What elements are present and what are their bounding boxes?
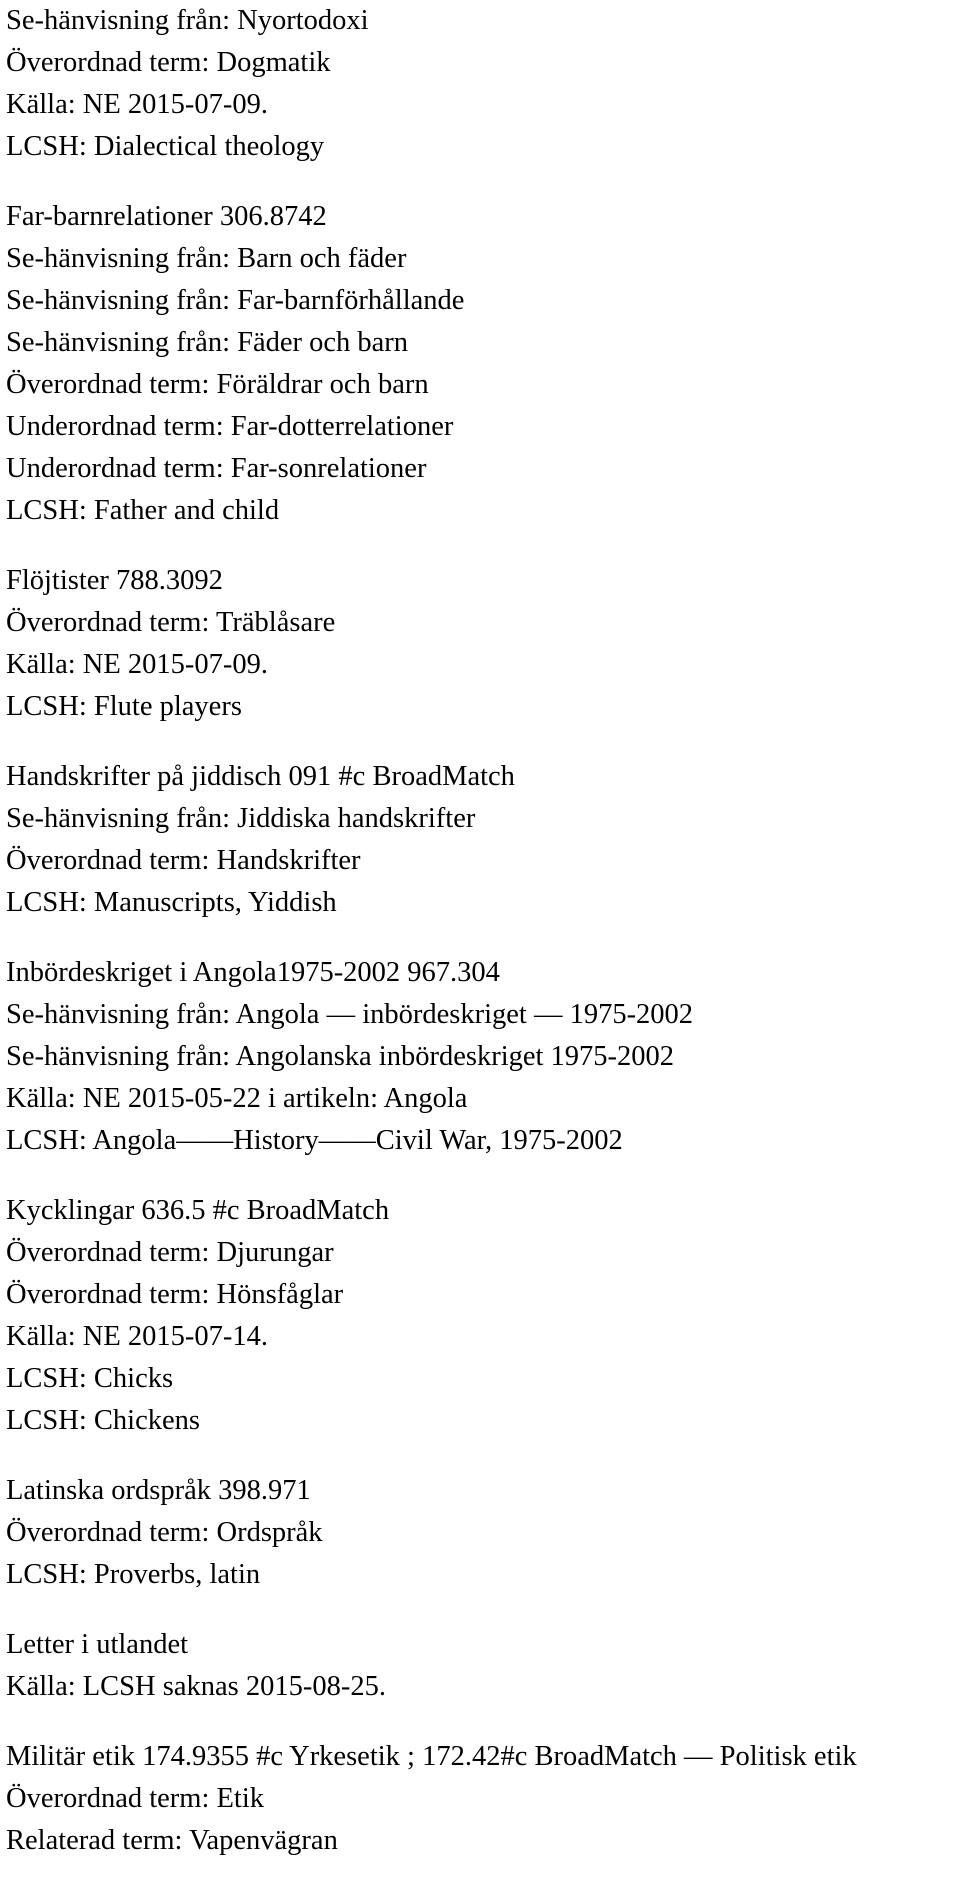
entry-heading: Far-barnrelationer 306.8742 [6,201,327,232]
subject-entry [6,560,956,728]
entry-line: Överordnad term: Handskrifter [6,845,361,876]
subject-entry [6,0,956,168]
entry-line: Källa: NE 2015-07-09. [6,89,268,120]
entry-line: LCSH: Father and child [6,495,280,526]
entry-line: Se-hänvisning från: Barn och fäder [6,243,407,274]
entry-line: Relaterad term: Vapenvägran [6,1825,338,1856]
entry-line: Källa: LCSH saknas 2015-08-25. [6,1671,386,1702]
entry-line: Se-hänvisning från: Angolanska inbördeskriget 1975-2002 [6,1041,675,1072]
entry-line: Överordnad term: Djurungar [6,1237,334,1268]
entry-line: Överordnad term: Etik [6,1783,265,1814]
subject-entry [6,1190,956,1442]
subject-entry [6,1624,956,1708]
subject-entry [6,196,956,532]
entry-line: Underordnad term: Far-dotterrelationer [6,411,454,442]
subject-entry [6,952,956,1162]
entry-heading: Latinska ordspråk 398.971 [6,1475,311,1506]
entry-line: Se-hänvisning från: Jiddiska handskrifter [6,803,476,834]
entry-line: Överordnad term: Föräldrar och barn [6,369,429,400]
entry-line: LCSH: Flute players [6,691,242,722]
entry-heading: Handskrifter på jiddisch 091 #c BroadMatch [6,761,515,792]
entry-line: Se-hänvisning från: Nyortodoxi [6,5,369,36]
subject-entry [6,1736,956,1862]
entry-heading: Kycklingar 636.5 #c BroadMatch [6,1195,390,1226]
entry-line: Se-hänvisning från: Far-barnförhållande [6,285,465,316]
entry-heading: Flöjtister 788.3092 [6,565,223,596]
entry-line: Källa: NE 2015-07-09. [6,649,268,680]
entry-heading: Inbördeskriget i Angola1975-2002 967.304 [6,957,500,988]
entry-line: Se-hänvisning från: Angola — inbördeskriget — 1975-2002 [6,999,694,1030]
entry-line: Källa: NE 2015-07-14. [6,1321,268,1352]
entry-line: Överordnad term: Hönsfåglar [6,1279,344,1310]
entry-line: Överordnad term: Träblåsare [6,607,336,638]
entry-line: LCSH: Angola——History——Civil War, 1975-2002 [6,1125,623,1156]
entry-line: LCSH: Chickens [6,1405,200,1436]
authority-record-list [6,0,956,1862]
entry-line: Se-hänvisning från: Fäder och barn [6,327,409,358]
subject-entry [6,1470,956,1596]
subject-entry [6,756,956,924]
entry-heading: Militär etik 174.9355 #c Yrkesetik ; 172.42#c BroadMatch — Politisk etik [6,1741,857,1772]
entry-line: Underordnad term: Far-sonrelationer [6,453,427,484]
entry-line: Källa: NE 2015-05-22 i artikeln: Angola [6,1083,468,1114]
entry-line: Överordnad term: Ordspråk [6,1517,323,1548]
entry-line: LCSH: Proverbs, latin [6,1559,261,1590]
entry-heading: Letter i utlandet [6,1629,189,1660]
entry-line: LCSH: Dialectical theology [6,131,325,162]
entry-line: Överordnad term: Dogmatik [6,47,331,78]
entry-line: LCSH: Manuscripts, Yiddish [6,887,337,918]
entry-line: LCSH: Chicks [6,1363,174,1394]
